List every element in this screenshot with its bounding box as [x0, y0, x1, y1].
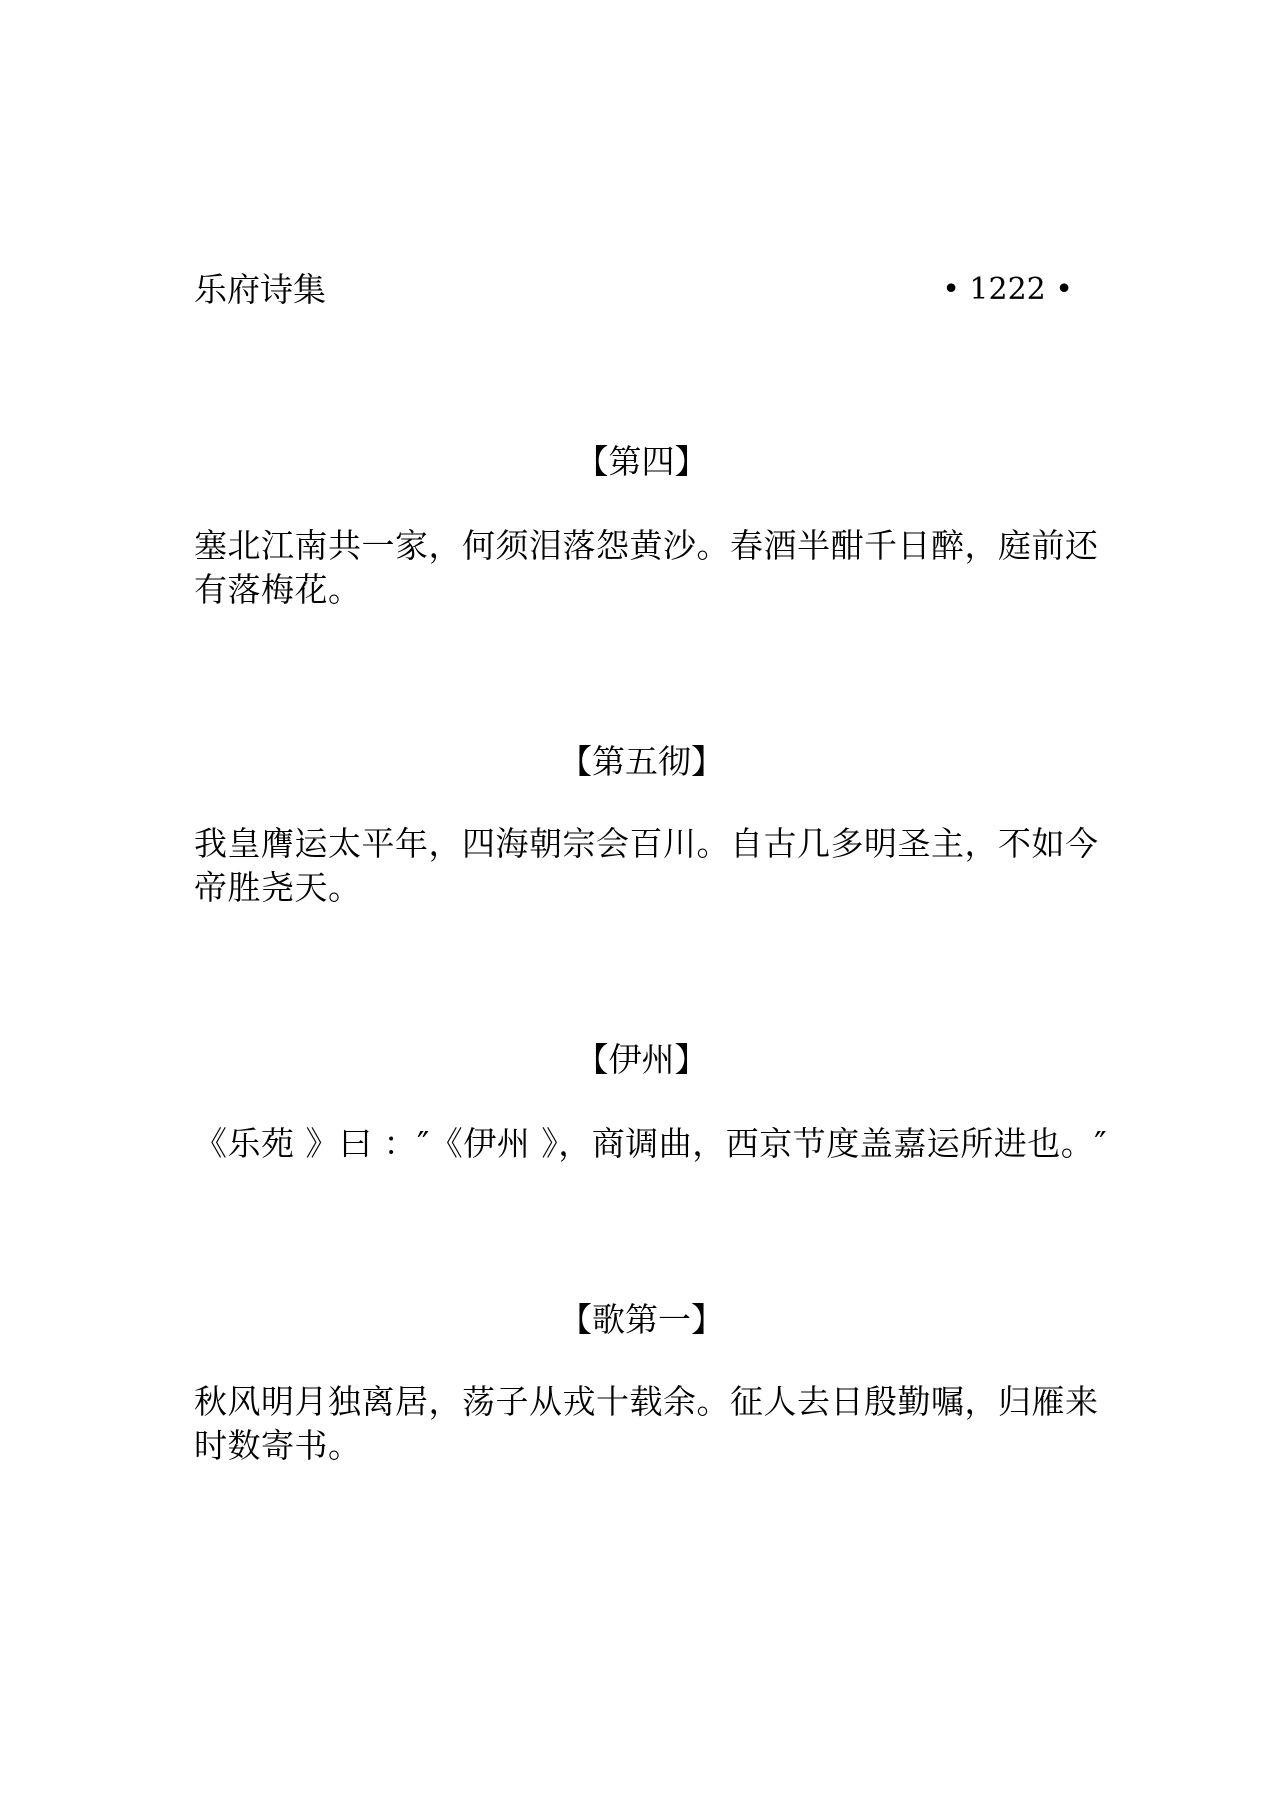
- section-body-di-si: [194, 524, 1099, 612]
- text-line: 有落梅花。: [194, 570, 362, 609]
- section-title-di-wu-che: 【第五彻】: [559, 742, 724, 781]
- text-line: 时数寄书。: [194, 1426, 362, 1465]
- text-line: 帝胜尧天。: [194, 868, 362, 907]
- section-body-yi-zhou: [194, 1122, 1108, 1166]
- text-line: 《乐苑 》曰 ：″《伊州 》，商调曲，西京节度盖嘉运所进也。″: [194, 1124, 1108, 1163]
- section-title-ge-di-yi: 【歌第一】: [559, 1300, 724, 1339]
- text-line: 我皇膺运太平年，四海朝宗会百川。自古几多明圣主，不如今: [194, 824, 1099, 863]
- section-body-di-wu-che: [194, 822, 1099, 910]
- section-title-di-si: 【第四】: [575, 442, 708, 481]
- text-line: 塞北江南共一家，何须泪落怨黄沙。春酒半酣千日醉，庭前还: [194, 526, 1099, 565]
- page-number: • 1222 •: [942, 272, 1073, 307]
- book-title: 乐府诗集: [194, 270, 326, 309]
- section-body-ge-di-yi: [194, 1380, 1099, 1468]
- text-line: 秋风明月独离居，荡子从戎十载余。征人去日殷勤嘱，归雁来: [194, 1382, 1099, 1421]
- section-title-yi-zhou: 【伊州】: [575, 1040, 708, 1079]
